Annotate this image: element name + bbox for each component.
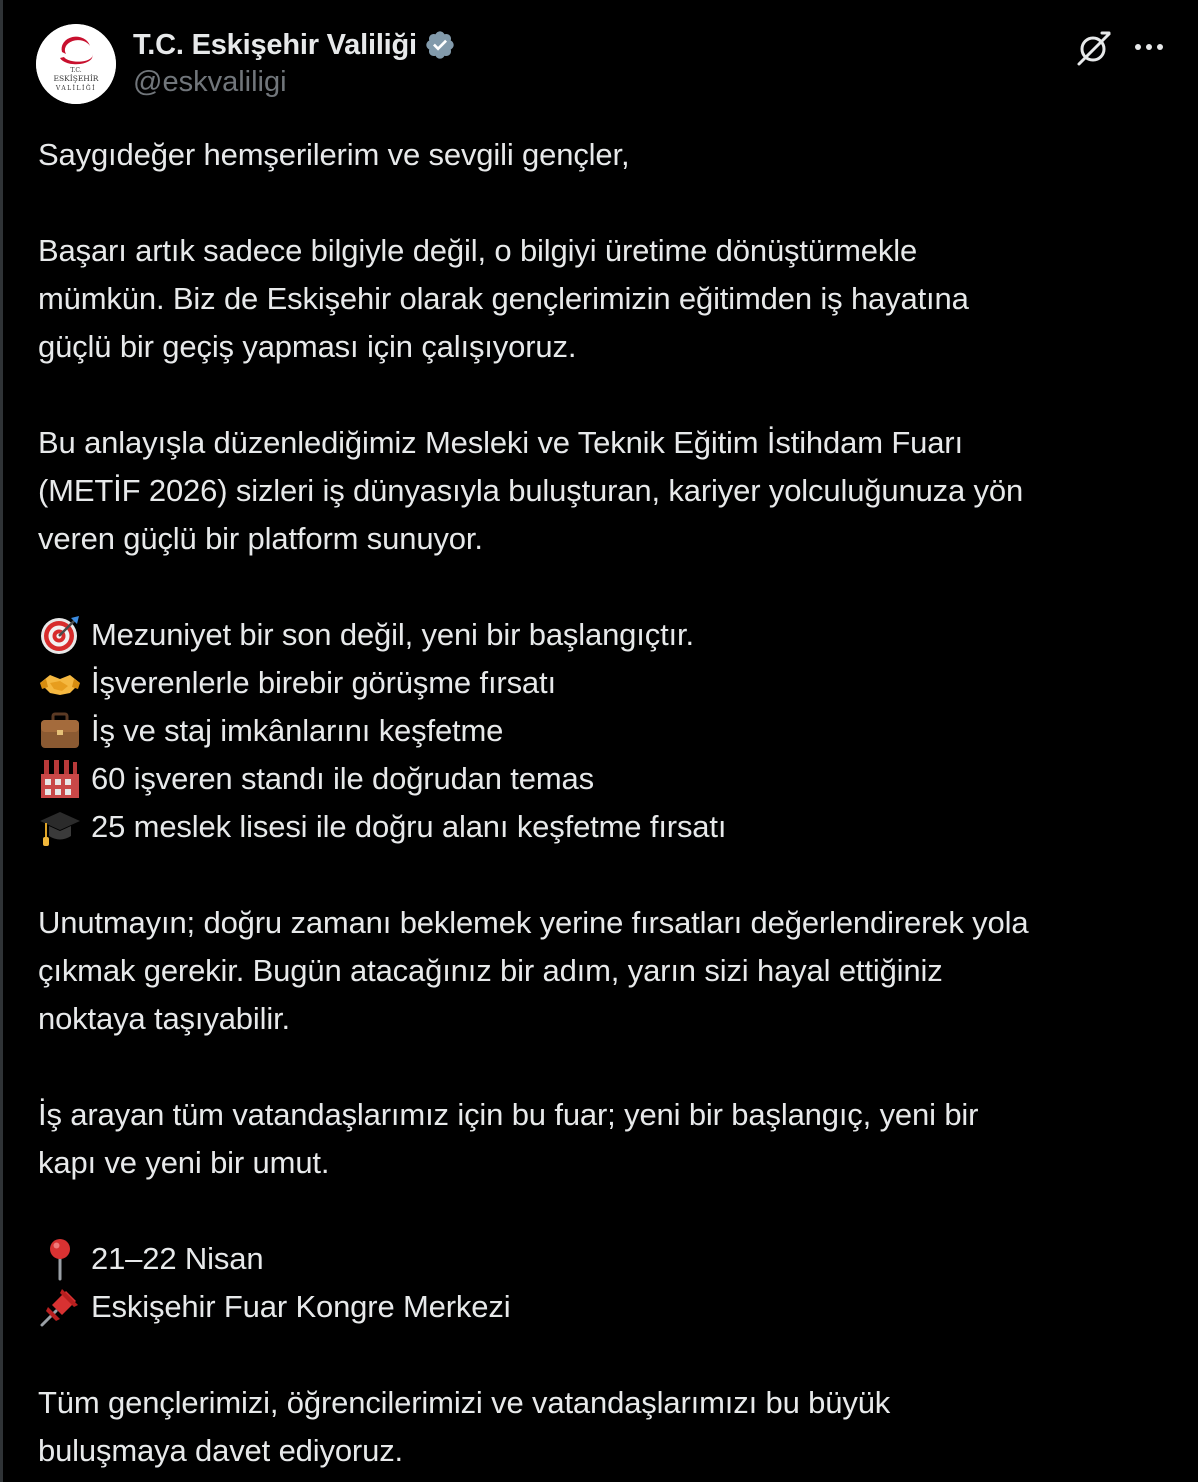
avatar-logo-line-2: ESKİŞEHİR [53,74,99,83]
event-date-text: 21–22 Nisan [91,1241,264,1276]
target-icon [38,613,82,657]
list-item-text: İşverenlerle birebir görüşme fırsatı [91,665,556,700]
text-line: kapı ve yeni bir umut. [38,1145,330,1180]
event-location [38,1283,1168,1331]
text-line: buluşmaya davet ediyoruz. [38,1433,404,1468]
paragraph-4 [38,1091,1168,1187]
list-item [38,755,1168,803]
text-line: mümkün. Biz de Eskişehir olarak gençlerimizin eğitimden iş hayatına [38,281,969,316]
text-line: Tüm gençlerimizi, öğrencilerimizi ve vatandaşlarımızı bu büyük [38,1385,891,1420]
more-horizontal-icon[interactable] [1132,32,1166,62]
list-item-text: 60 işveren standı ile doğrudan temas [91,761,594,796]
author-info [133,26,456,99]
text-line: çıkmak gerekir. Bugün atacağınız bir adım, yarın sizi hayal ettiğiniz [38,953,943,988]
paragraph-3 [38,899,1168,1043]
paragraph-5 [38,1379,1168,1475]
briefcase-icon [38,709,82,753]
text-line: veren güçlü bir platform sunuyor. [38,521,483,556]
text-line: İş arayan tüm vatandaşlarımız için bu fuar; yeni bir başlangıç, yeni bir [38,1097,979,1132]
round-pushpin-icon [38,1237,82,1281]
text-line: (METİF 2026) sizleri iş dünyasıyla buluşturan, kariyer yolculuğunuza yön [38,473,1024,508]
text-line: noktaya taşıyabilir. [38,1001,291,1036]
event-location-text: Eskişehir Fuar Kongre Merkezi [91,1289,511,1324]
avatar-logo-line-3: VALİLİĞİ [55,85,97,92]
event-details [38,1235,1168,1331]
list-item [38,659,1168,707]
text-line: güçlü bir geçiş yapması için çalışıyoruz. [38,329,577,364]
list-item-text: Mezuniyet bir son değil, yeni bir başlangıçtır. [91,617,694,652]
valilik-logo [36,24,116,104]
avatar-logo-line-1: T.C. [70,67,82,74]
text-line: Bu anlayışla düzenlediğimiz Mesleki ve Teknik Eğitim İstihdam Fuarı [38,425,963,460]
list-item [38,803,1168,851]
list-item [38,611,1168,659]
display-name-row [133,26,456,64]
pushpin-icon [38,1285,82,1329]
verified-badge-icon[interactable] [424,29,456,61]
event-date [38,1235,1168,1283]
text-line: Başarı artık sadece bilgiyle değil, o bilgiyi üretime dönüştürmekle [38,233,918,268]
grok-icon[interactable] [1072,26,1116,70]
greeting-paragraph [38,131,1168,179]
display-name[interactable]: T.C. Eskişehir Valiliği [133,28,417,61]
post-text [38,131,1168,1475]
avatar[interactable] [36,24,116,104]
post-header [36,24,1166,104]
paragraph-1 [38,227,1168,371]
handshake-icon [38,661,82,705]
text-line: Saygıdeğer hemşerilerim ve sevgili gençler, [38,137,630,172]
highlights-list [38,611,1168,851]
graduation-cap-icon [38,805,82,849]
list-item-text: 25 meslek lisesi ile doğru alanı keşfetme fırsatı [91,809,727,844]
text-line: Unutmayın; doğru zamanı beklemek yerine fırsatları değerlendirerek yola [38,905,1029,940]
list-item-text: İş ve staj imkânlarını keşfetme [91,713,504,748]
handle[interactable]: @eskvaliligi [133,66,287,98]
paragraph-2 [38,419,1168,563]
factory-icon [38,757,82,801]
list-item [38,707,1168,755]
